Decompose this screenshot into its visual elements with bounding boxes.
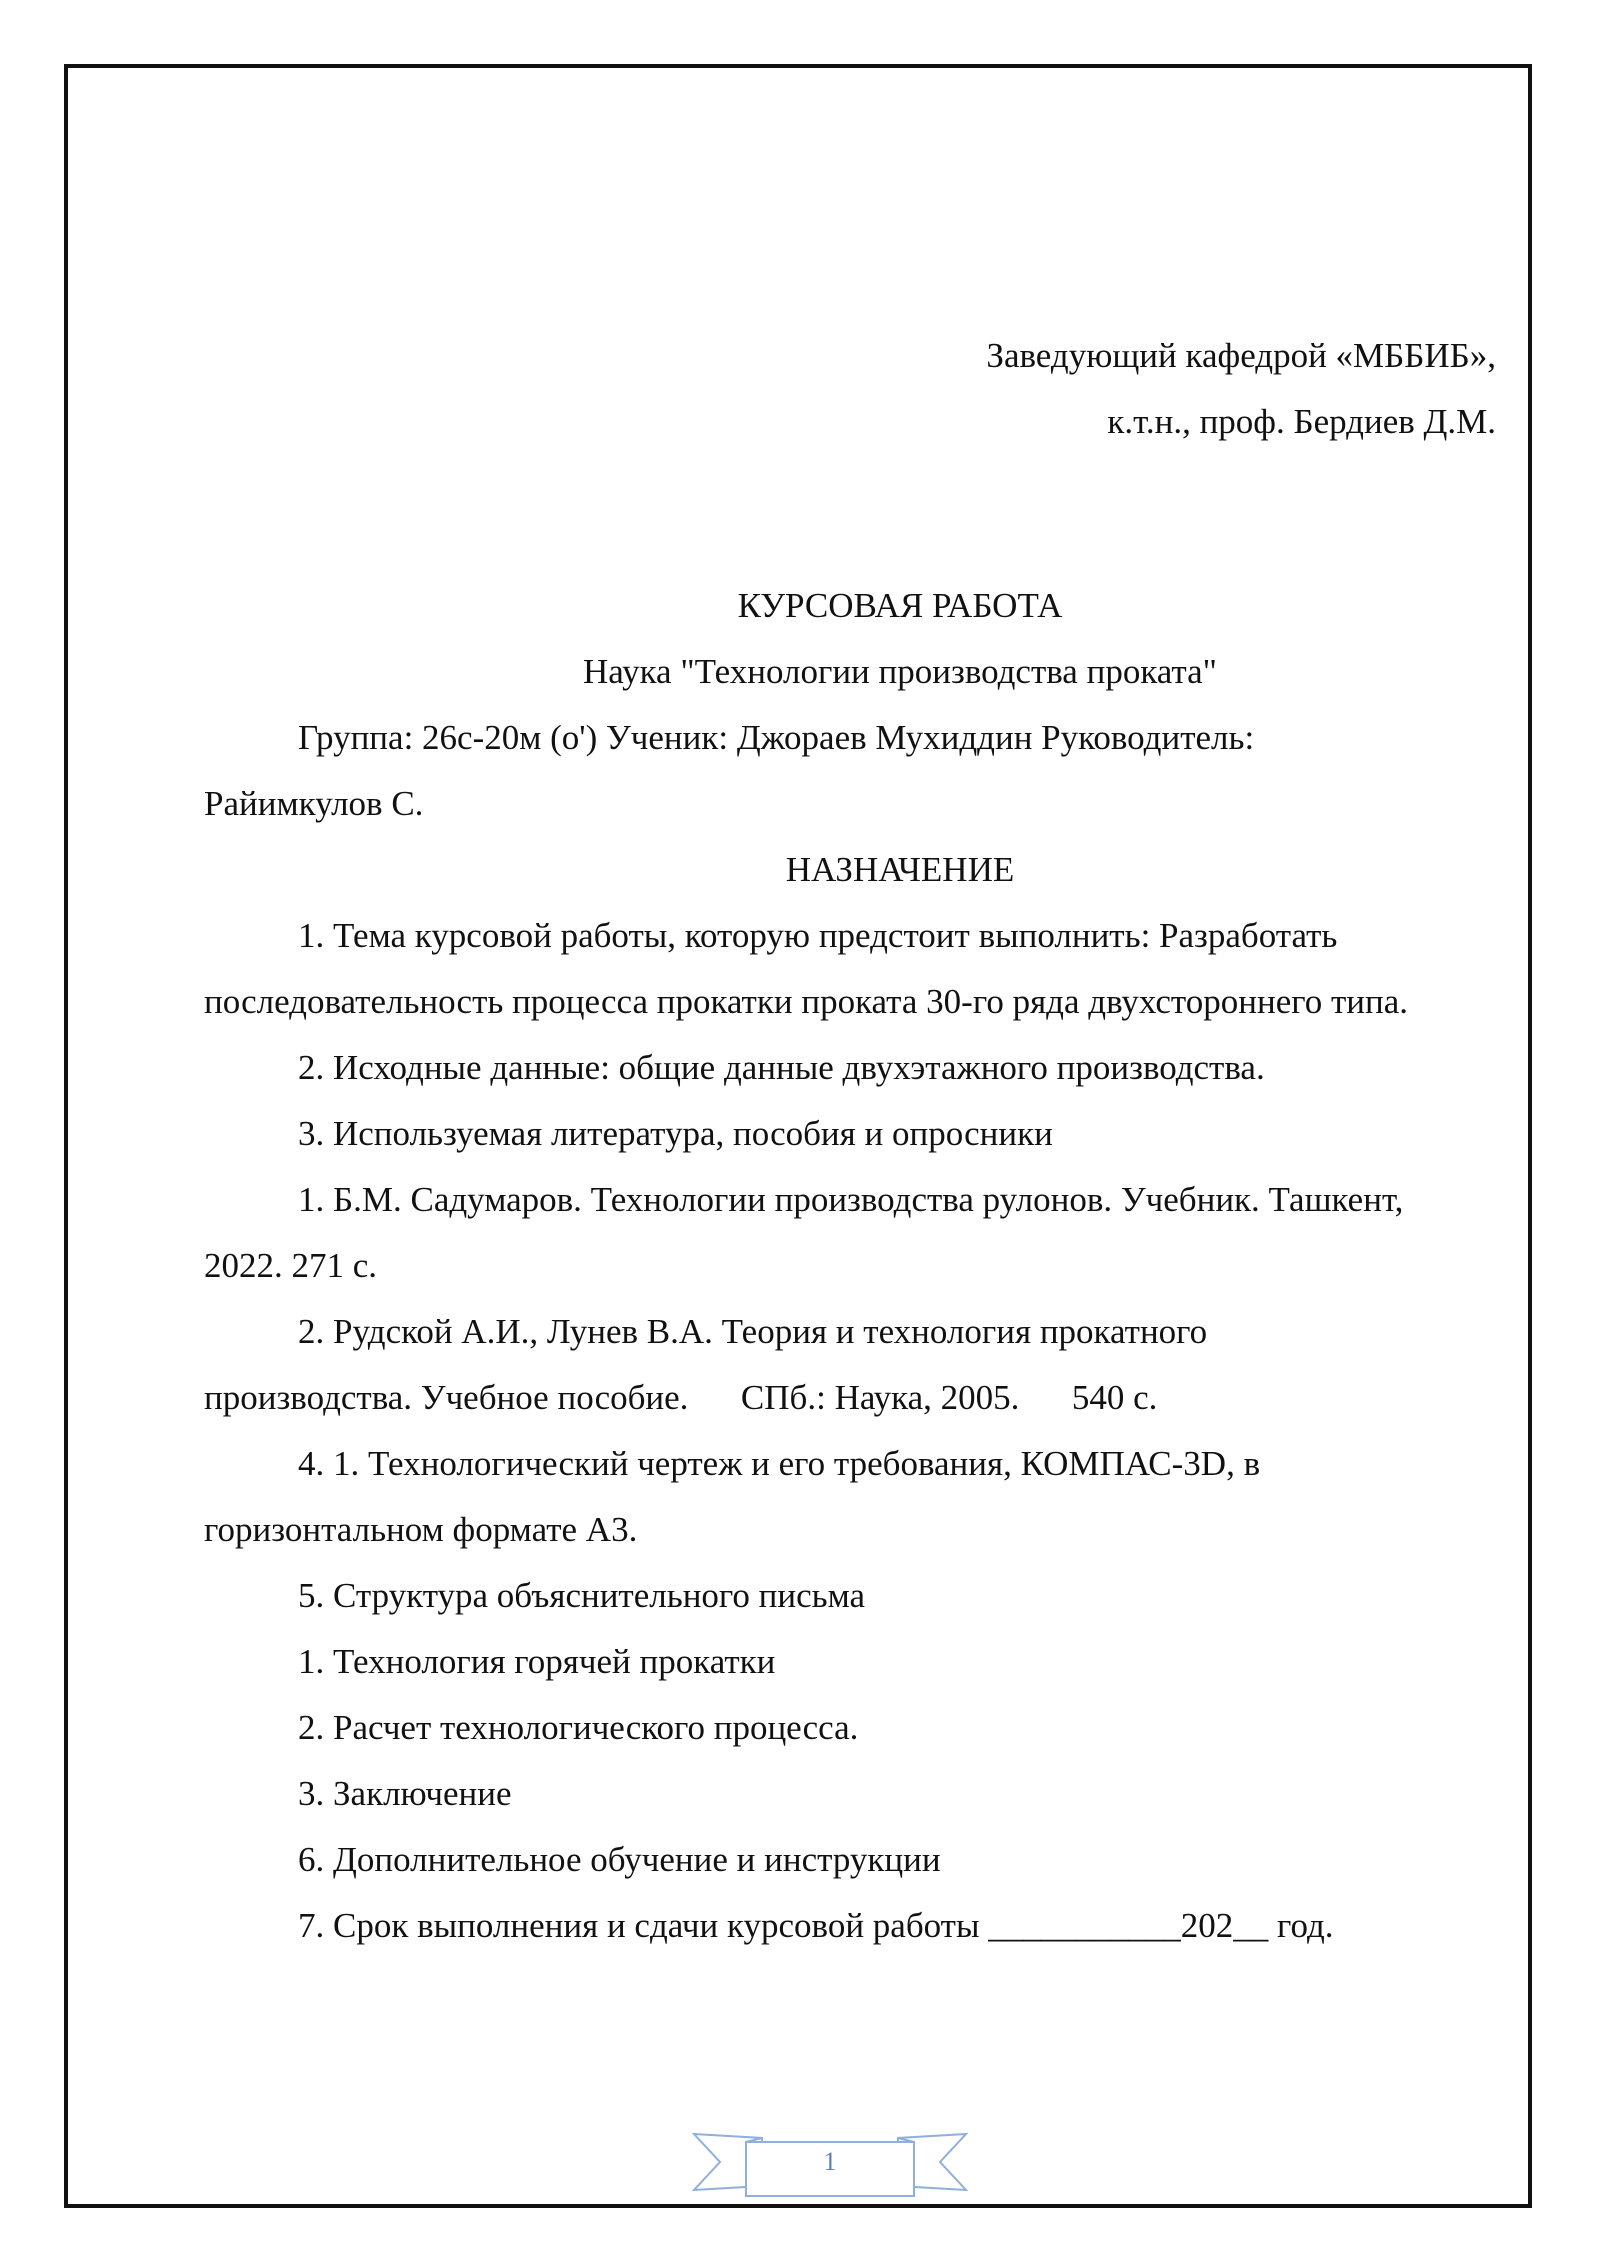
page-number: 1 — [823, 2147, 837, 2176]
structure-1: 1. Технология горячей прокатки — [298, 1642, 776, 1681]
literature-2: 2. Рудской А.И., Лунев В.А. Теория и технология прокатного — [298, 1312, 1208, 1351]
item-6: 6. Дополнительное обучение и инструкции — [298, 1840, 941, 1879]
item-1: 1. Тема курсовой работы, которую предстоит выполнить: Разработать — [298, 916, 1338, 955]
item-7: 7. Срок выполнения и сдачи курсовой работы ___________202__ год. — [298, 1906, 1334, 1945]
structure-3: 3. Заключение — [298, 1774, 512, 1813]
document-title: КУРСОВАЯ РАБОТА — [737, 586, 1063, 625]
header-name: к.т.н., проф. Бердиев Д.М. — [1107, 402, 1496, 441]
subject-line: Наука "Технологии производства проката" — [583, 652, 1217, 691]
group-line: Группа: 26с-20м (о') Ученик: Джораев Мухиддин Руководитель: — [298, 718, 1255, 757]
item-4-continued: горизонтальном формате А3. — [204, 1510, 638, 1549]
structure-2: 2. Расчет технологического процесса. — [298, 1708, 859, 1747]
literature-2-continued: производства. Учебное пособие. СПб.: Наука, 2005. 540 с. — [204, 1378, 1158, 1417]
item-2: 2. Исходные данные: общие данные двухэтажного производства. — [298, 1048, 1265, 1087]
literature-1-continued: 2022. 271 с. — [204, 1246, 378, 1285]
item-1-continued: последовательность процесса прокатки проката 30-го ряда двухстороннего типа. — [204, 982, 1409, 1021]
assignment-heading: НАЗНАЧЕНИЕ — [785, 850, 1015, 889]
header-position: Заведующий кафедрой «МББИБ», — [986, 336, 1496, 375]
item-4: 4. 1. Технологический чертеж и его требования, КОМПАС-3D, в — [298, 1444, 1261, 1483]
item-5: 5. Структура объяснительного письма — [298, 1576, 866, 1615]
supervisor-line: Райимкулов С. — [204, 784, 424, 823]
item-3: 3. Используемая литература, пособия и опросники — [298, 1114, 1053, 1153]
literature-1: 1. Б.М. Садумаров. Технологии производства рулонов. Учебник. Ташкент, — [298, 1180, 1404, 1219]
